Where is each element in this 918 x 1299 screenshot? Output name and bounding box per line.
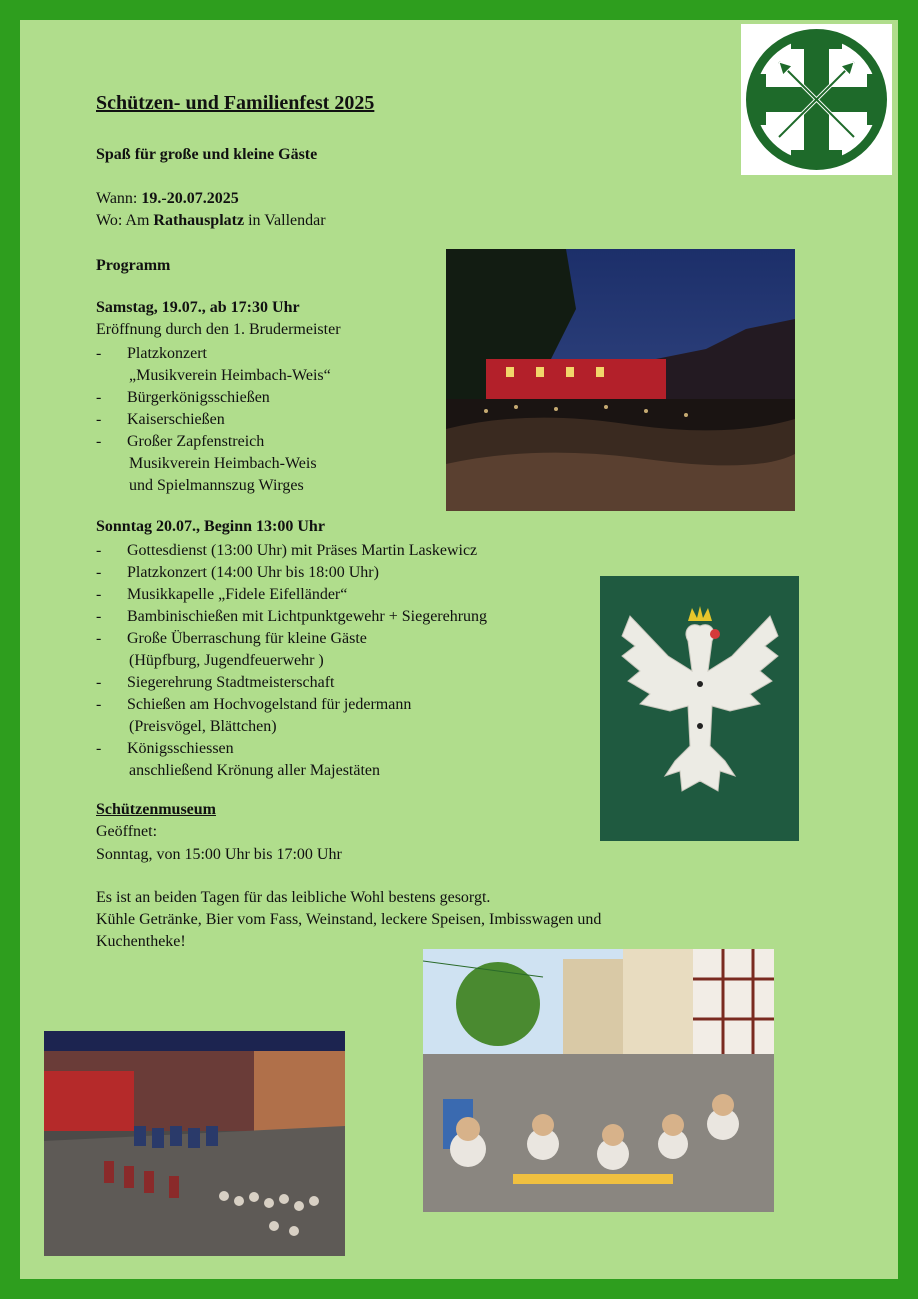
saturday-program-item <box>96 387 331 409</box>
program-item-text: Musikkapelle „Fidele Eifelländer“ <box>127 586 348 603</box>
daytime-festival-photo <box>423 949 774 1212</box>
program-item-text: Gottesdienst (13:00 Uhr) mit Präses Martin Laskewicz <box>127 542 478 559</box>
saturday-program-item <box>96 409 331 431</box>
program-item-subline: „Musikverein Heimbach-Weis“ <box>129 367 331 384</box>
closing-line-1: Es ist an beiden Tagen für das leibliche Wohl bestens gesorgt. <box>96 889 491 906</box>
sunday-program-item <box>96 628 487 672</box>
sunday-program-item <box>96 672 487 694</box>
museum-heading: Schützenmuseum <box>96 801 217 818</box>
sunday-program-list <box>96 540 487 782</box>
club-logo <box>741 24 892 175</box>
where-line <box>96 212 326 230</box>
program-item-subline: (Hüpfburg, Jugendfeuerwehr ) <box>129 652 324 669</box>
subtitle: Spaß für große und kleine Gäste <box>96 146 318 163</box>
sunday-program-item <box>96 606 487 628</box>
page-title: Schützen- und Familienfest 2025 <box>96 92 375 114</box>
sunday-program-item <box>96 584 487 606</box>
program-item-text: Großer Zapfenstreich <box>127 433 265 450</box>
when-line <box>96 190 239 208</box>
museum-line-2: Sonntag, von 15:00 Uhr bis 17:00 Uhr <box>96 846 342 863</box>
saturday-heading: Samstag, 19.07., ab 17:30 Uhr <box>96 299 300 316</box>
sunday-program-item <box>96 562 487 584</box>
program-item-text: Große Überraschung für kleine Gäste <box>127 630 367 647</box>
where-suffix: in Vallendar <box>248 212 326 229</box>
program-heading: Programm <box>96 257 171 274</box>
where-place: Rathausplatz <box>153 212 245 229</box>
program-item-text: Schießen am Hochvogelstand für jedermann <box>127 696 412 713</box>
club-cross-arrows-logo-icon <box>741 24 892 175</box>
saturday-program-item <box>96 431 331 497</box>
program-item-subline: Musikverein Heimbach-Weis <box>129 455 317 472</box>
eagle-emblem-icon <box>600 576 799 841</box>
program-item-text: Königsschiessen <box>127 740 234 757</box>
evening-concert-photo <box>446 249 795 511</box>
flyer-page <box>20 20 898 1279</box>
saturday-program-item <box>96 343 331 387</box>
saturday-intro: Eröffnung durch den 1. Brudermeister <box>96 321 341 338</box>
program-item-subline: und Spielmannszug Wirges <box>129 477 304 494</box>
when-label: Wann: <box>96 190 138 207</box>
program-item-text: Bambinischießen mit Lichtpunktgewehr + Siegerehrung <box>127 608 488 625</box>
sunday-program-item <box>96 540 487 562</box>
museum-line-1: Geöffnet: <box>96 823 158 840</box>
program-item-text: Siegerehrung Stadtmeisterschaft <box>127 674 335 691</box>
program-item-subline: anschließend Krönung aller Majestäten <box>129 762 381 779</box>
sunday-program-item <box>96 738 487 782</box>
program-item-text: Platzkonzert <box>127 345 207 362</box>
closing-line-2: Kühle Getränke, Bier vom Fass, Weinstand, leckere Speisen, Imbisswagen und <box>96 911 602 928</box>
when-value: 19.-20.07.2025 <box>141 190 239 207</box>
where-label: Wo: Am <box>96 212 150 229</box>
program-item-subline: (Preisvögel, Blättchen) <box>129 718 277 735</box>
program-item-text: Kaiserschießen <box>127 411 225 428</box>
program-item-text: Platzkonzert (14:00 Uhr bis 18:00 Uhr) <box>127 564 379 581</box>
sunday-program-item <box>96 694 487 738</box>
saturday-program-list <box>96 343 331 497</box>
program-item-text: Bürgerkönigsschießen <box>127 389 270 406</box>
evening-band-photo <box>44 1031 345 1256</box>
eagle-emblem-photo <box>600 576 799 841</box>
closing-line-3: Kuchentheke! <box>96 933 186 950</box>
sunday-heading: Sonntag 20.07., Beginn 13:00 Uhr <box>96 518 325 535</box>
